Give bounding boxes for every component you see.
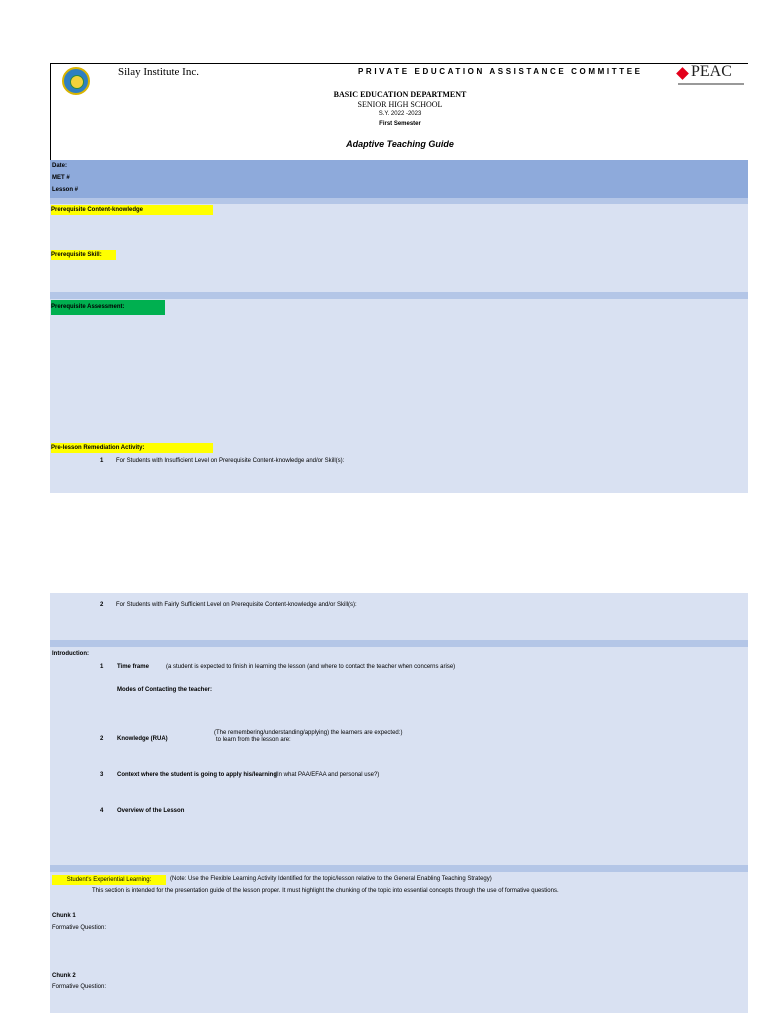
item1-text: For Students with Insufficient Level on Prerequisite Content-knowledge and/or Skill(s): <box>116 458 345 464</box>
separator-bar <box>50 640 748 647</box>
peac-logo <box>676 63 746 89</box>
met-label: MET # <box>52 175 70 181</box>
peac-logo-subtext <box>678 83 744 85</box>
context-label: Context where the student is going to apply his/learning <box>117 772 278 778</box>
item2-text: For Students with Fairly Sufficient Level on Prerequisite Content-knowledge and/or Skill(s): <box>116 602 357 608</box>
school-year: S.Y. 2022 -2023 <box>378 111 422 117</box>
item1-number: 1 <box>100 458 104 464</box>
introduction-section <box>50 647 748 865</box>
experiential-label: Student's Experiential Learning: <box>52 875 166 885</box>
chunk1-label: Chunk 1 <box>52 913 76 919</box>
context-number: 3 <box>100 772 104 778</box>
top-border <box>50 63 748 64</box>
department-title: BASIC EDUCATION DEPARTMENT <box>333 90 467 99</box>
time-note: (a student is expected to finish in learning the lesson (and where to contact the teacher when concerns arise) <box>166 664 456 670</box>
date-label: Date: <box>52 163 68 169</box>
item2-number: 2 <box>100 602 104 608</box>
level-title: SENIOR HIGH SCHOOL <box>357 100 443 109</box>
school-seal-logo <box>62 67 90 95</box>
knowledge-note: (The remembering/understanding/applying) the learners are expected:) <box>214 730 403 736</box>
info-band <box>50 160 748 198</box>
context-note: (In what PAA/EFAA and personal use?) <box>275 772 380 778</box>
peac-diamond-icon <box>676 67 689 80</box>
experiential-note: (Note: Use the Flexible Learning Activity Identified for the topic/lesson relative to the General Enabling Teaching Strategy) <box>170 876 492 882</box>
modes-label: Modes of Contacting the teacher: <box>117 687 213 693</box>
knowledge-number: 2 <box>100 736 104 742</box>
separator-bar <box>50 865 748 872</box>
overview-number: 4 <box>100 808 104 814</box>
school-name: Silay Institute Inc. <box>118 66 199 78</box>
chunk2-label: Chunk 2 <box>52 973 76 979</box>
overview-label: Overview of the Lesson <box>117 808 185 814</box>
chunk1-question: Formative Question: <box>52 925 107 931</box>
prereq-skill-label: Prerequisite Skill: <box>51 250 116 260</box>
prereq-section <box>50 204 748 292</box>
time-label: Time frame <box>117 664 149 670</box>
experiential-description: This section is intended for the presentation guide of the lesson proper. It must highlight the chunking of the topic into essential concepts through the use of formative questions. <box>92 888 559 894</box>
knowledge-label: Knowledge (RUA) <box>117 736 168 742</box>
chunk2-question: Formative Question: <box>52 984 107 990</box>
guide-title: Adaptive Teaching Guide <box>346 139 454 149</box>
introduction-label: Introduction: <box>52 651 89 657</box>
prereq-assessment-label: Prerequisite Assessment: <box>51 300 165 315</box>
lesson-label: Lesson # <box>52 187 79 193</box>
item2-section <box>50 593 748 640</box>
semester: First Semester <box>379 121 421 127</box>
committee-title: PRIVATE EDUCATION ASSISTANCE COMMITTEE <box>358 67 643 76</box>
pre-lesson-label: Pre-lesson Remediation Activity: <box>51 443 213 453</box>
prereq-content-label: Prerequisite Content-knowledge <box>51 205 213 215</box>
knowledge-note-2: to learn from the lesson are: <box>216 737 291 743</box>
peac-logo-text: PEAC <box>691 63 732 80</box>
separator-bar <box>50 292 748 299</box>
time-number: 1 <box>100 664 104 670</box>
